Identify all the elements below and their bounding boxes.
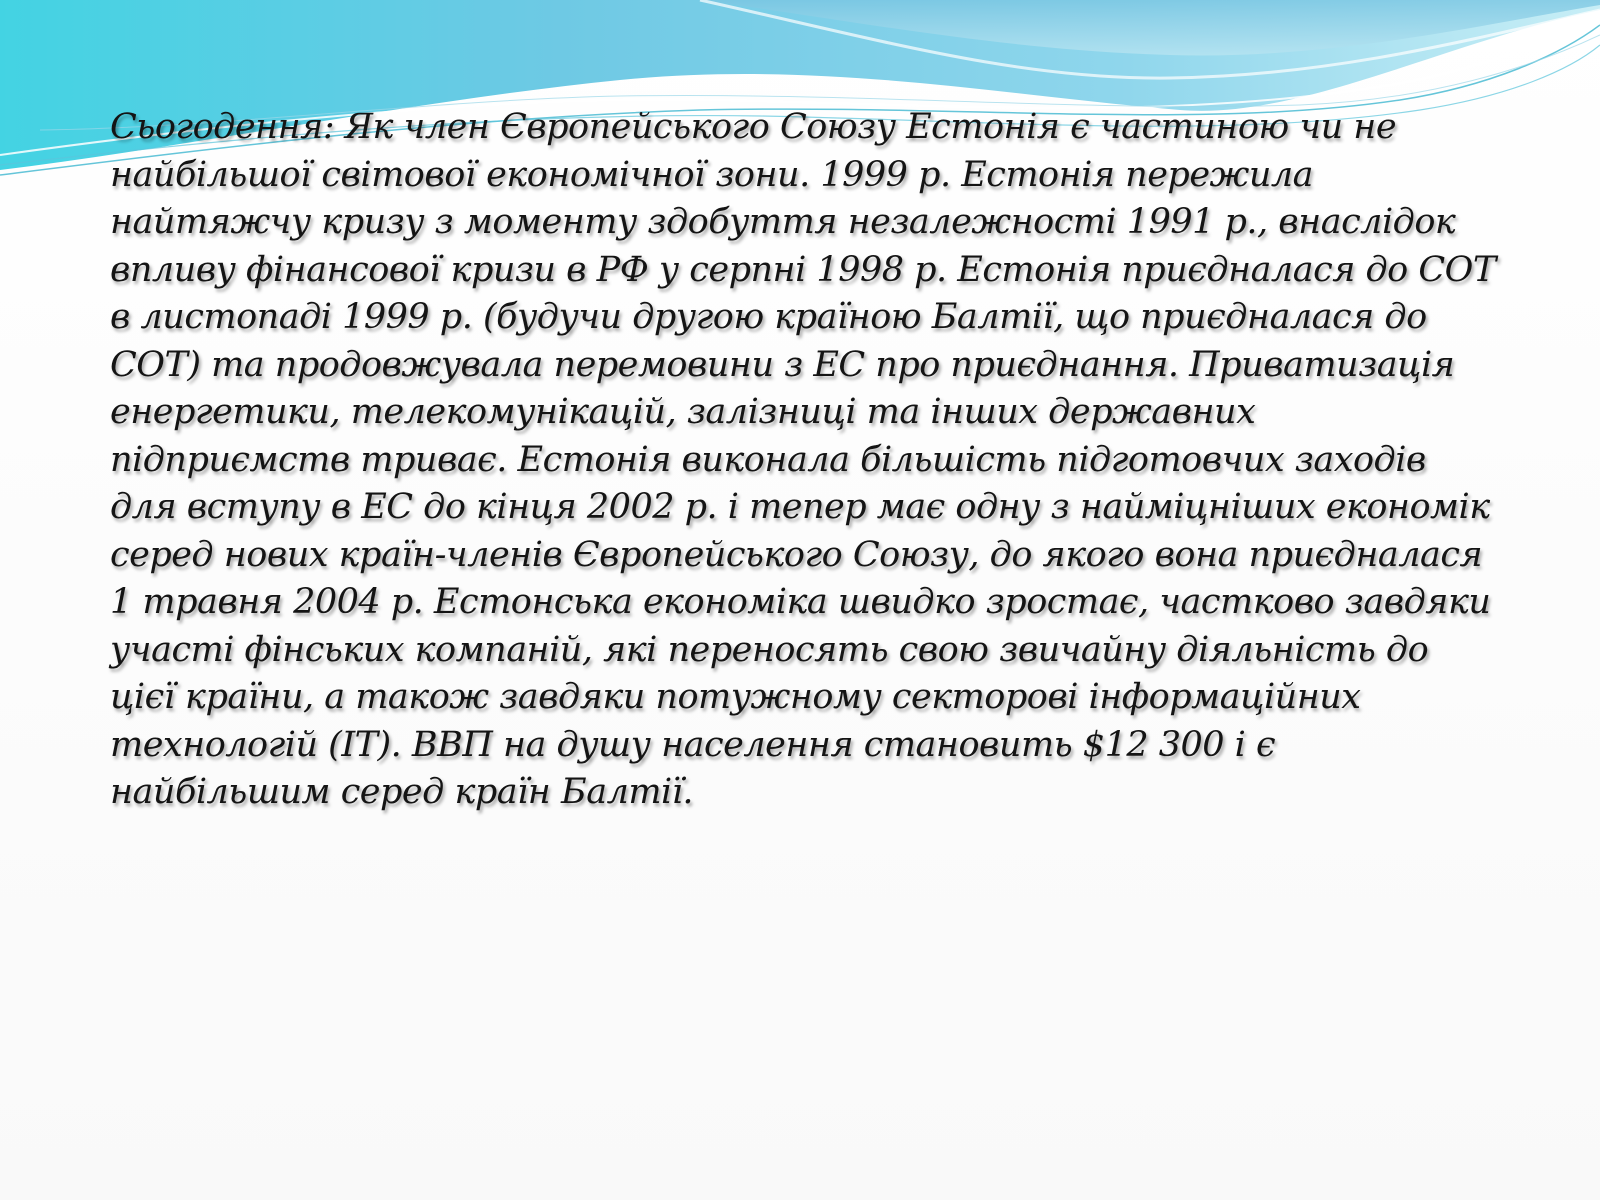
paragraph-line: СОТ) та продовжувала перемовини з ЕС про приєднання. Приватизація (110, 344, 1455, 385)
paragraph-line: найтяжчу кризу з моменту здобуття незалежності 1991 р., внаслідок (110, 202, 1456, 242)
body-paragraph (110, 104, 1496, 817)
paragraph-line: 1 травня 2004 р. Естонська економіка швидко зростає, частково завдяки (110, 582, 1491, 622)
paragraph-line: в листопаді 1999 р. (будучи другою країною Балтії, що приєдналася до (110, 297, 1427, 337)
paragraph-line: участі фінських компаній, які переносять свою звичайну діяльність до (110, 629, 1429, 670)
paragraph-line: технологій (IT). ВВП на душу населення становить $12 300 і є (110, 724, 1276, 765)
paragraph-line: Сьогодення: Як член Європейського Союзу Естонія є частиною чи не (110, 107, 1397, 147)
paragraph-line: впливу фінансової кризи в РФ у серпні 1998 р. Естонія приєдналася до СОТ (110, 249, 1496, 290)
paragraph-line: серед нових країн-членів Європейського Союзу, до якого вона приєдналася (110, 534, 1483, 575)
paragraph-line: найбільшим серед країн Балтії. (110, 772, 694, 812)
paragraph-line: енергетики, телекомунікацій, залізниці та інших державних (110, 392, 1256, 432)
paragraph-line: найбільшої світової економічної зони. 1999 р. Естонія пережила (110, 154, 1314, 195)
paragraph-line: для вступу в ЕС до кінця 2002 р. і тепер має одну з найміцніших економік (110, 487, 1490, 527)
paragraph-line: цієї країни, а також завдяки потужному секторові інформаційних (110, 677, 1361, 717)
paragraph-line: підприємств триває. Естонія виконала більшість підготовчих заходів (110, 439, 1426, 480)
